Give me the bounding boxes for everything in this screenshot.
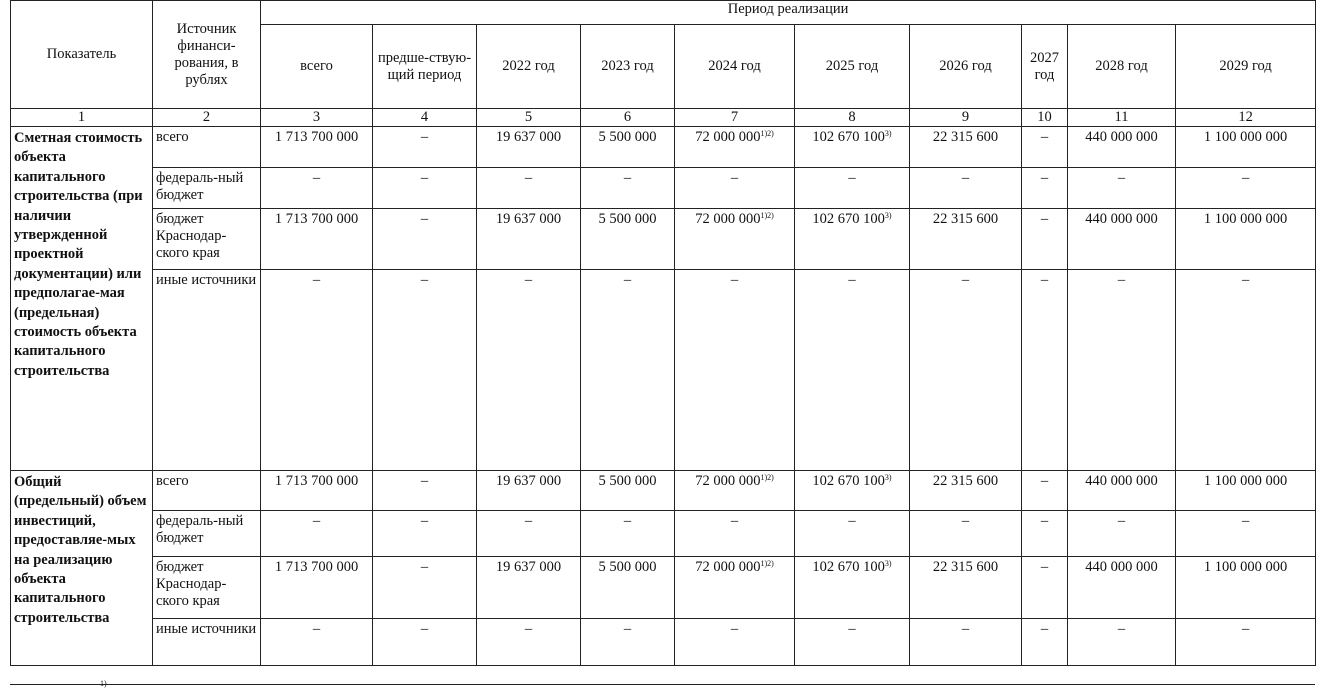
cell-2023: 5 500 000	[581, 557, 675, 619]
column-number-row	[11, 109, 1316, 127]
cell-dash: –	[1022, 511, 1068, 557]
cell-2028: 440 000 000	[1068, 209, 1176, 270]
source-other: иные источники	[153, 619, 261, 666]
cell-dash: –	[261, 270, 373, 471]
column-number: 2	[153, 109, 261, 127]
cell-2029: 1 100 000 000	[1176, 209, 1316, 270]
cell-dash: –	[477, 511, 581, 557]
cell-dash: –	[373, 619, 477, 666]
header-col-2028: 2028 год	[1068, 25, 1176, 109]
cell-dash: –	[581, 619, 675, 666]
header-col-total: всего	[261, 25, 373, 109]
table-row	[11, 619, 1316, 666]
column-number: 8	[795, 109, 910, 127]
cell-dash: –	[581, 511, 675, 557]
column-number: 9	[910, 109, 1022, 127]
header-source: Источник финанси-рования, в рублях	[153, 1, 261, 109]
indicator-estimated-cost: Сметная стоимость объекта капитального строительства (при наличии утвержденной проектной документации) или предполагае-мая (предельная) стоимость объекта капитального строительства	[11, 127, 153, 471]
cell-2024: 72 000 $000^{1)2)}$	[675, 127, 795, 168]
cell-dash: –	[1176, 511, 1316, 557]
cell-prev: –	[373, 471, 477, 511]
column-number: 10	[1022, 109, 1068, 127]
source-federal: федераль-ный бюджет	[153, 511, 261, 557]
header-col-prev: предше-ствую-щий период	[373, 25, 477, 109]
cell-dash: –	[477, 619, 581, 666]
column-number: 4	[373, 109, 477, 127]
table-row	[11, 209, 1316, 270]
cell-2028: 440 000 000	[1068, 127, 1176, 168]
cell-2026: 22 315 600	[910, 209, 1022, 270]
cell-dash: –	[910, 619, 1022, 666]
cell-2024: 72 000 $000^{1)2)}$	[675, 209, 795, 270]
cell-2026: 22 315 600	[910, 127, 1022, 168]
cell-2025: 102 670 100$^{3)}$	[795, 471, 910, 511]
header-col-2024: 2024 год	[675, 25, 795, 109]
cell-total: 1 713 700 000	[261, 209, 373, 270]
cell-dash: –	[1068, 511, 1176, 557]
cell-2027: –	[1022, 127, 1068, 168]
cell-dash: –	[1068, 619, 1176, 666]
cell-2026: 22 315 600	[910, 471, 1022, 511]
indicator-total-investment: Общий (предельный) объем инвестиций, предоставляе-мых на реализацию объекта капитального строительства	[11, 471, 153, 666]
cell-dash: –	[795, 168, 910, 209]
footnote-marker: 1)	[100, 679, 107, 688]
cell-dash: –	[795, 511, 910, 557]
cell-dash: –	[581, 270, 675, 471]
cell-dash: –	[675, 168, 795, 209]
footnote-ref: 3)	[884, 473, 892, 482]
cell-2022: 19 637 000	[477, 471, 581, 511]
cell-dash: –	[1022, 270, 1068, 471]
cell-2023: 5 500 000	[581, 471, 675, 511]
cell-2027: –	[1022, 557, 1068, 619]
cell-2024: 72 000 $000^{1)2)}$	[675, 471, 795, 511]
column-number: 11	[1068, 109, 1176, 127]
header-col-2026: 2026 год	[910, 25, 1022, 109]
cell-2029: 1 100 000 000	[1176, 127, 1316, 168]
cell-prev: –	[373, 209, 477, 270]
cell-dash: –	[1022, 619, 1068, 666]
cell-prev: –	[373, 127, 477, 168]
column-number: 12	[1176, 109, 1316, 127]
cell-prev: –	[373, 557, 477, 619]
header-col-2023: 2023 год	[581, 25, 675, 109]
cell-dash: –	[910, 168, 1022, 209]
cell-total: 1 713 700 000	[261, 127, 373, 168]
cell-dash: –	[675, 511, 795, 557]
cell-2023: 5 500 000	[581, 209, 675, 270]
cell-dash: –	[373, 511, 477, 557]
footnote-ref: 1)2)	[760, 211, 774, 220]
cell-dash: –	[261, 511, 373, 557]
cell-2022: 19 637 000	[477, 209, 581, 270]
cell-dash: –	[675, 619, 795, 666]
source-regional: бюджет Краснодар-ского края	[153, 557, 261, 619]
footnote-ref: 1)2)	[760, 473, 774, 482]
cell-dash: –	[477, 270, 581, 471]
investment-table	[10, 0, 1316, 666]
cell-dash: –	[477, 168, 581, 209]
table-row	[11, 471, 1316, 511]
cell-dash: –	[261, 168, 373, 209]
cell-dash: –	[1176, 270, 1316, 471]
cell-2023: 5 500 000	[581, 127, 675, 168]
cell-total: 1 713 700 000	[261, 557, 373, 619]
cell-2024: 72 000 $000^{1)2)}$	[675, 557, 795, 619]
cell-dash: –	[261, 619, 373, 666]
header-col-2029: 2029 год	[1176, 25, 1316, 109]
cell-dash: –	[675, 270, 795, 471]
header-period: Период реализации	[261, 1, 1316, 25]
column-number: 3	[261, 109, 373, 127]
footnote-ref: 3)	[884, 559, 892, 568]
cell-2028: 440 000 000	[1068, 557, 1176, 619]
cell-total: 1 713 700 000	[261, 471, 373, 511]
header-col-2027: 2027 год	[1022, 25, 1068, 109]
cell-2028: 440 000 000	[1068, 471, 1176, 511]
cell-2025: 102 670 100$^{3)}$	[795, 127, 910, 168]
cell-2025: 102 670 100$^{3)}$	[795, 557, 910, 619]
column-number: 1	[11, 109, 153, 127]
header-col-2022: 2022 год	[477, 25, 581, 109]
column-number: 7	[675, 109, 795, 127]
cell-dash: –	[1068, 168, 1176, 209]
cell-dash: –	[795, 619, 910, 666]
cell-dash: –	[373, 270, 477, 471]
source-total: всего	[153, 127, 261, 168]
source-other: иные источники	[153, 270, 261, 471]
table-row	[11, 127, 1316, 168]
cell-2026: 22 315 600	[910, 557, 1022, 619]
table-row	[11, 270, 1316, 471]
footnote-ref: 1)2)	[760, 129, 774, 138]
cell-dash: –	[1176, 619, 1316, 666]
cell-2027: –	[1022, 471, 1068, 511]
cell-2029: 1 100 000 000	[1176, 557, 1316, 619]
column-number: 5	[477, 109, 581, 127]
source-federal: федераль-ный бюджет	[153, 168, 261, 209]
cell-dash: –	[581, 168, 675, 209]
footnote-ref: 3)	[884, 129, 892, 138]
cell-2025: 102 670 100$^{3)}$	[795, 209, 910, 270]
column-number: 6	[581, 109, 675, 127]
table-row	[11, 557, 1316, 619]
table-row	[11, 511, 1316, 557]
cell-2022: 19 637 000	[477, 127, 581, 168]
header-col-2025: 2025 год	[795, 25, 910, 109]
cell-2027: –	[1022, 209, 1068, 270]
cell-dash: –	[1176, 168, 1316, 209]
cell-dash: –	[910, 270, 1022, 471]
header-indicator: Показатель	[11, 1, 153, 109]
cell-2029: 1 100 000 000	[1176, 471, 1316, 511]
footnote-ref: 1)2)	[760, 559, 774, 568]
cell-dash: –	[1068, 270, 1176, 471]
cell-dash: –	[1022, 168, 1068, 209]
source-total: всего	[153, 471, 261, 511]
cell-dash: –	[910, 511, 1022, 557]
cell-dash: –	[373, 168, 477, 209]
cell-2022: 19 637 000	[477, 557, 581, 619]
table-row	[11, 168, 1316, 209]
source-regional: бюджет Краснодар-ского края	[153, 209, 261, 270]
cell-dash: –	[795, 270, 910, 471]
footnote-ref: 3)	[884, 211, 892, 220]
